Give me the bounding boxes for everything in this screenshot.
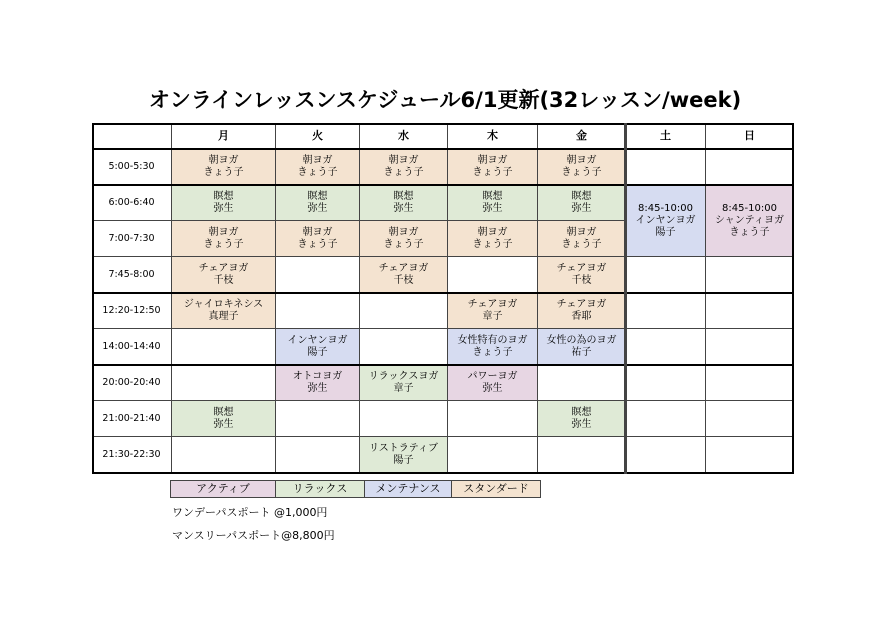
lesson-cell [360, 185, 448, 221]
cell-text: 朝ヨガ [208, 226, 239, 238]
empty-cell [626, 257, 706, 293]
empty-cell [276, 293, 360, 329]
cell-text: きょう子 [297, 167, 338, 178]
time-label: 21:00-21:40 [92, 401, 172, 437]
empty-cell [276, 257, 360, 293]
cell-text: 瞑想 [482, 190, 503, 202]
cell-text: チェアヨガ [556, 298, 607, 310]
cell-text: 弥生 [213, 202, 234, 214]
cell-text: きょう子 [383, 238, 424, 250]
lesson-cell [538, 257, 626, 293]
cell-text: 陽子 [655, 226, 676, 238]
lesson-cell [276, 221, 360, 257]
day-header-fri: 金 [538, 123, 626, 150]
lesson-cell [360, 437, 448, 474]
cell-text: 瞑想 [393, 190, 414, 202]
time-label: 14:00-14:40 [92, 329, 172, 365]
header-corner [92, 123, 172, 150]
time-label: 20:00-20:40 [92, 365, 172, 401]
cell-text: 瞑想 [571, 190, 592, 202]
lesson-cell [360, 365, 448, 401]
cell-text: きょう子 [472, 346, 513, 358]
cell-text: きょう子 [297, 238, 338, 250]
empty-cell [706, 401, 794, 437]
cell-text: 章子 [482, 310, 503, 322]
lesson-cell [448, 329, 538, 365]
lesson-cell [448, 365, 538, 401]
lesson-cell [448, 221, 538, 257]
cell-text: きょう子 [383, 167, 424, 178]
day-header-thu: 木 [448, 123, 538, 150]
cell-text: ジャイロキネシス [183, 298, 264, 310]
time-label: 7:00-7:30 [92, 221, 172, 257]
cell-text: 弥生 [213, 418, 234, 430]
lesson-cell [172, 185, 276, 221]
cell-text: 朝ヨガ [302, 155, 333, 166]
lesson-cell [538, 150, 626, 185]
cell-text: 朝ヨガ [477, 155, 508, 166]
time-label: 6:00-6:40 [92, 185, 172, 221]
cell-text: 朝ヨガ [388, 155, 419, 166]
cell-text: 弥生 [307, 202, 328, 214]
cell-text: 陽子 [393, 455, 414, 466]
empty-cell [276, 401, 360, 437]
lesson-cell [172, 150, 276, 185]
cell-text: 弥生 [571, 418, 592, 430]
cell-text: 弥生 [482, 202, 503, 214]
lesson-cell [538, 221, 626, 257]
cell-text: 女性の為のヨガ [546, 334, 617, 346]
empty-cell [360, 293, 448, 329]
time-label: 5:00-5:30 [92, 150, 172, 185]
legend-active: アクティブ [170, 480, 276, 498]
cell-text: チェアヨガ [198, 262, 249, 274]
empty-cell [538, 437, 626, 474]
day-header-tue: 火 [276, 123, 360, 150]
cell-text: チェアヨガ [556, 262, 607, 274]
lesson-cell [360, 150, 448, 185]
cell-text: リラックスヨガ [368, 370, 439, 382]
cell-text: 瞑想 [571, 406, 592, 418]
empty-cell [626, 329, 706, 365]
weekend-lesson-cell [706, 185, 794, 257]
lesson-cell [538, 293, 626, 329]
monthly-pass: マンスリーパスポート@8,800円 [172, 529, 335, 542]
cell-text: インヤンヨガ [287, 334, 348, 346]
empty-cell [360, 329, 448, 365]
cell-text: 朝ヨガ [477, 226, 508, 238]
day-header-wed: 水 [360, 123, 448, 150]
empty-cell [706, 365, 794, 401]
page-title: オンラインレッスンスケジュール6/1更新(32レッスン/week) [148, 88, 742, 112]
lesson-cell [172, 257, 276, 293]
cell-text: 朝ヨガ [388, 226, 419, 238]
empty-cell [276, 437, 360, 474]
time-label: 7:45-8:00 [92, 257, 172, 293]
cell-text: オトコヨガ [292, 370, 343, 382]
cell-text: きょう子 [729, 226, 770, 238]
cell-text: チェアヨガ [467, 298, 518, 310]
time-label: 21:30-22:30 [92, 437, 172, 474]
empty-cell [360, 401, 448, 437]
empty-cell [706, 329, 794, 365]
cell-text: 弥生 [571, 202, 592, 214]
cell-text: 8:45-10:00 [638, 202, 693, 214]
lesson-cell [360, 257, 448, 293]
cell-text: 千枝 [571, 274, 592, 286]
empty-cell [706, 437, 794, 474]
cell-text: シャンティヨガ [715, 214, 784, 226]
day-header-sat: 土 [626, 123, 706, 150]
cell-text: 朝ヨガ [566, 226, 597, 238]
cell-text: 陽子 [307, 346, 328, 358]
cell-text: 朝ヨガ [566, 155, 597, 166]
cell-text: リストラティブ [369, 443, 438, 454]
empty-cell [706, 150, 794, 185]
empty-cell [706, 293, 794, 329]
empty-cell [448, 437, 538, 474]
lesson-cell [276, 329, 360, 365]
legend-relax: リラックス [275, 480, 365, 498]
empty-cell [626, 437, 706, 474]
cell-text: 瞑想 [307, 190, 328, 202]
empty-cell [626, 150, 706, 185]
cell-text: パワーヨガ [467, 370, 518, 382]
cell-text: 瞑想 [213, 406, 234, 418]
lesson-cell [172, 401, 276, 437]
cell-text: 女性特有のヨガ [457, 334, 528, 346]
schedule-table [92, 123, 794, 474]
cell-text: 千枝 [393, 274, 414, 286]
cell-text: きょう子 [203, 167, 244, 178]
cell-text: 香耶 [571, 310, 592, 322]
one-day-pass: ワンデーパスポート @1,000円 [172, 506, 328, 519]
empty-cell [538, 365, 626, 401]
cell-text: インヤンヨガ [635, 214, 696, 226]
cell-text: きょう子 [472, 238, 513, 250]
lesson-cell [276, 365, 360, 401]
cell-text: きょう子 [472, 167, 513, 178]
lesson-cell [172, 293, 276, 329]
legend-maintenance: メンテナンス [364, 480, 452, 498]
weekend-lesson-cell [626, 185, 706, 257]
empty-cell [626, 293, 706, 329]
day-header-mon: 月 [172, 123, 276, 150]
lesson-cell [538, 329, 626, 365]
legend-standard: スタンダード [451, 480, 541, 498]
lesson-cell [360, 221, 448, 257]
empty-cell [172, 329, 276, 365]
empty-cell [448, 401, 538, 437]
cell-text: 弥生 [482, 382, 503, 394]
empty-cell [172, 437, 276, 474]
lesson-cell [538, 185, 626, 221]
cell-text: 章子 [393, 382, 414, 394]
cell-text: きょう子 [203, 238, 244, 250]
lesson-cell [448, 185, 538, 221]
time-label: 12:20-12:50 [92, 293, 172, 329]
empty-cell [448, 257, 538, 293]
lesson-cell [538, 401, 626, 437]
cell-text: 弥生 [307, 382, 328, 394]
lesson-cell [276, 185, 360, 221]
cell-text: 真理子 [208, 310, 239, 322]
cell-text: 瞑想 [213, 190, 234, 202]
day-header-sun: 日 [706, 123, 794, 150]
cell-text: 8:45-10:00 [722, 202, 777, 214]
cell-text: 千枝 [213, 274, 234, 286]
lesson-cell [172, 221, 276, 257]
lesson-cell [448, 150, 538, 185]
empty-cell [626, 365, 706, 401]
empty-cell [706, 257, 794, 293]
cell-text: チェアヨガ [378, 262, 429, 274]
cell-text: 朝ヨガ [302, 226, 333, 238]
cell-text: 朝ヨガ [208, 155, 239, 166]
cell-text: きょう子 [561, 238, 602, 250]
empty-cell [626, 401, 706, 437]
cell-text: きょう子 [561, 167, 602, 178]
color-legend [171, 480, 541, 498]
cell-text: 弥生 [393, 202, 414, 214]
empty-cell [172, 365, 276, 401]
cell-text: 祐子 [571, 346, 592, 358]
lesson-cell [448, 293, 538, 329]
lesson-cell [276, 150, 360, 185]
